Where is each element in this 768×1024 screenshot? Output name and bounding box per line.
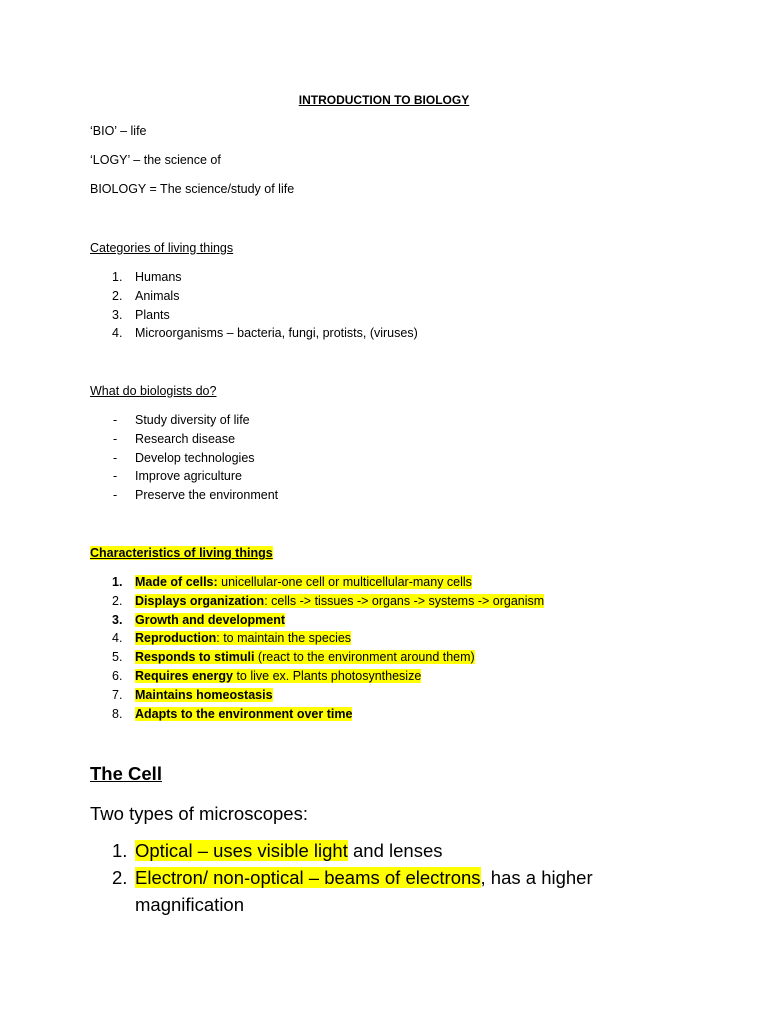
list-number: 2. <box>112 593 123 608</box>
list-text: Develop technologies <box>135 450 255 465</box>
microscopes-intro: Two types of microscopes: <box>90 803 308 824</box>
biologists-heading: What do biologists do? <box>90 384 217 398</box>
description: , has a higher magnification <box>135 867 593 915</box>
list-item <box>90 306 418 325</box>
list-item <box>90 592 544 611</box>
list-item <box>90 287 418 306</box>
document-title: INTRODUCTION TO BIOLOGY <box>298 93 470 107</box>
list-item <box>90 629 544 648</box>
term: Displays organization <box>135 593 265 608</box>
microscopes-list <box>90 837 650 918</box>
definition-bio: ‘BIO’ – life <box>90 124 147 138</box>
term: Growth and development <box>135 612 286 627</box>
term: Adapts to the environment over time <box>135 706 353 721</box>
list-item <box>90 864 650 918</box>
highlighted-text: Electron/ non-optical – beams of electrons <box>135 867 481 888</box>
list-number: 4. <box>112 631 123 646</box>
list-item <box>90 705 544 724</box>
list-item <box>90 573 544 592</box>
list-number: 4. <box>112 326 123 341</box>
categories-list <box>90 268 418 343</box>
term: Reproduction <box>135 631 217 646</box>
characteristics-heading <box>90 544 273 562</box>
description: unicellular-one cell or multicellular-many cells <box>217 575 472 589</box>
list-number: 6. <box>112 668 123 683</box>
list-text: Plants <box>135 307 170 322</box>
term: Maintains homeostasis <box>135 687 273 702</box>
list-bullet: - <box>113 488 118 503</box>
description: and lenses <box>347 840 443 861</box>
description: to live ex. Plants photosynthesize <box>232 668 422 683</box>
cell-heading: The Cell <box>90 763 162 784</box>
term: Made of cells: <box>135 575 218 589</box>
list-item <box>90 667 544 686</box>
highlighted-text: Characteristics of living things <box>90 546 273 560</box>
description: : cells -> tissues -> organs -> systems -> organism <box>264 593 545 608</box>
list-text: Microorganisms – bacteria, fungi, protists, (viruses) <box>135 326 418 341</box>
list-item <box>90 648 544 667</box>
description: (react to the environment around them) <box>254 650 475 665</box>
list-text: Preserve the environment <box>135 488 279 503</box>
list-item <box>90 411 278 430</box>
list-number: 1. <box>112 270 123 284</box>
list-text: Humans <box>135 270 182 284</box>
list-bullet: - <box>113 431 118 446</box>
description: : to maintain the species <box>216 631 352 646</box>
list-item <box>90 837 650 864</box>
list-number: 3. <box>112 307 123 322</box>
list-text: Research disease <box>135 431 236 446</box>
list-number: 2. <box>112 288 123 303</box>
list-number: 8. <box>112 706 123 721</box>
list-number: 1. <box>112 840 128 861</box>
list-item <box>90 324 418 343</box>
term: Responds to stimuli <box>135 650 255 665</box>
list-number: 7. <box>112 687 123 702</box>
list-item <box>90 430 278 449</box>
list-number: 2. <box>112 867 128 888</box>
list-text: Improve agriculture <box>135 469 242 484</box>
definition-logy: ‘LOGY’ – the science of <box>90 153 221 167</box>
categories-heading: Categories of living things <box>90 241 234 255</box>
list-item <box>90 611 544 630</box>
list-item <box>90 467 278 486</box>
term: Requires energy <box>135 668 233 683</box>
list-item <box>90 686 544 705</box>
highlighted-text: Optical – uses visible light <box>135 840 348 861</box>
list-number: 3. <box>112 612 123 627</box>
list-item <box>90 486 278 505</box>
list-number: 5. <box>112 650 123 665</box>
list-number: 1. <box>112 575 123 589</box>
list-item <box>90 449 278 468</box>
biologists-list <box>90 411 278 505</box>
list-bullet: - <box>113 450 118 465</box>
definition-biology: BIOLOGY = The science/study of life <box>90 182 295 196</box>
list-text: Animals <box>135 288 180 303</box>
list-bullet: - <box>113 413 118 427</box>
list-item <box>90 268 418 287</box>
list-bullet: - <box>113 469 118 484</box>
characteristics-list <box>90 573 544 723</box>
list-text: Study diversity of life <box>135 413 250 427</box>
